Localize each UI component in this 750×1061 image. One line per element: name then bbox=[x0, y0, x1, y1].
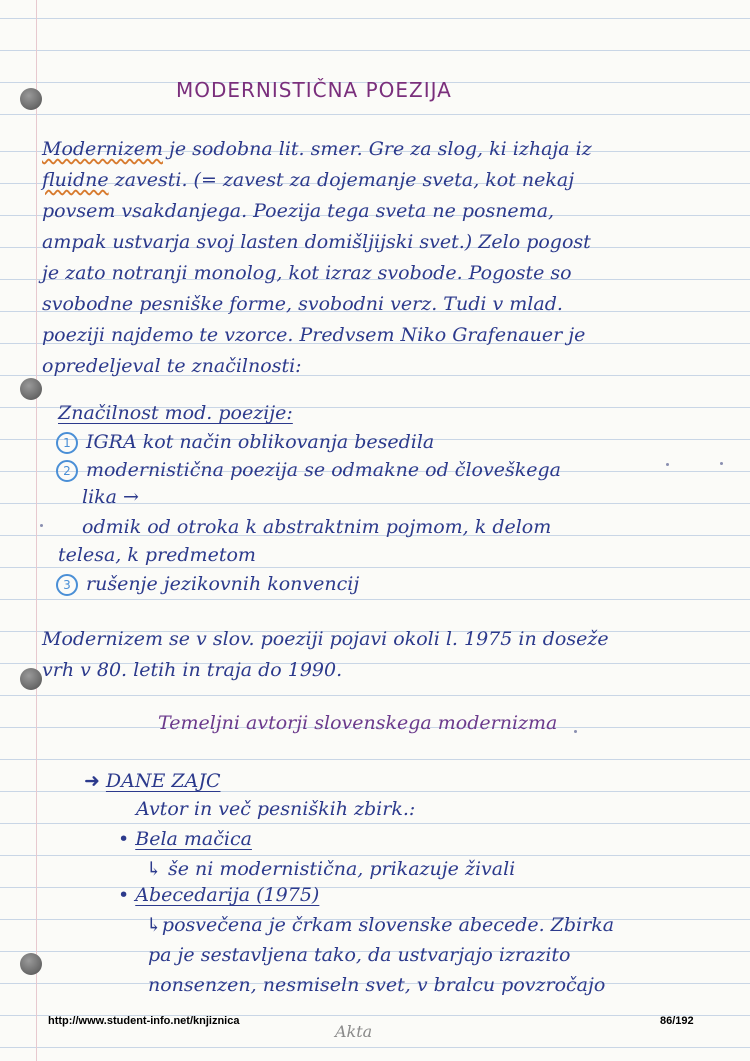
text-line: lika → bbox=[82, 486, 139, 508]
work-note-text: posvečena je črkam slovenske abecede. Zbirka bbox=[161, 914, 615, 936]
text-line: Modernizem je sodobna lit. smer. Gre za slog, ki izhaja iz bbox=[42, 138, 592, 160]
work-title: Bela mačica bbox=[135, 828, 252, 850]
text-line: ampak ustvarja svoj lasten domišljijski svet.) Zelo pogost bbox=[42, 231, 591, 253]
sub-arrow-icon: ↳ bbox=[146, 858, 162, 880]
work-note-text: še ni modernistična, prikazuje živali bbox=[167, 858, 516, 880]
margin-line bbox=[36, 0, 37, 1061]
text-line: svobodne pesniške forme, svobodni verz. Tudi v mlad. bbox=[42, 293, 563, 315]
list-item bbox=[56, 574, 359, 596]
page-title: MODERNISTIČNA POEZIJA bbox=[176, 78, 452, 102]
section-heading-text: Značilnost mod. poezije: bbox=[58, 402, 293, 424]
page-number: 86/192 bbox=[660, 1015, 694, 1027]
text-line: vrh v 80. letih in traja do 1990. bbox=[42, 659, 343, 681]
list-item bbox=[56, 460, 561, 482]
work-title: Abecedarija (1975) bbox=[135, 884, 320, 906]
work-item: • Abecedarija (1975) bbox=[118, 884, 320, 906]
footer-url[interactable]: http://www.student-info.net/knjiznica bbox=[48, 1015, 240, 1027]
text-line: Avtor in več pesniških zbirk.: bbox=[136, 798, 416, 820]
item-number: 1 bbox=[56, 432, 78, 454]
work-note bbox=[146, 916, 614, 935]
item-text: modernistična poezija se odmakne od človeškega bbox=[86, 459, 561, 481]
text-line: odmik od otroka k abstraktnim pojmom, k delom bbox=[82, 516, 552, 538]
pen-dot bbox=[574, 730, 577, 733]
text-line: Modernizem se v slov. poeziji pojavi okoli l. 1975 in doseže bbox=[42, 628, 609, 650]
work-note bbox=[146, 860, 515, 879]
arrow-icon: ➜ bbox=[84, 770, 100, 792]
author-line bbox=[84, 772, 221, 791]
pen-dot bbox=[40, 524, 43, 527]
underlined-word: fluidne bbox=[42, 169, 109, 191]
binder-hole bbox=[20, 668, 42, 690]
text-line: opredeljeval te značilnosti: bbox=[42, 355, 302, 377]
text-line: fluidne zavesti. (= zavest za dojemanje sveta, kot nekaj bbox=[42, 169, 575, 191]
author-name: DANE ZAJC bbox=[105, 770, 221, 792]
work-item: • Bela mačica bbox=[118, 828, 252, 850]
text-line: pa je sestavljena tako, da ustvarjajo izrazito bbox=[148, 944, 571, 966]
binder-hole bbox=[20, 953, 42, 975]
signature-logo: Akta bbox=[335, 1022, 373, 1041]
text-line: poeziji najdemo te vzorce. Predvsem Niko Grafenauer je bbox=[42, 324, 586, 346]
sub-arrow-icon: ↳ bbox=[146, 914, 162, 936]
text-line: nonsenzen, nesmiseln svet, v bralcu povzročajo bbox=[148, 974, 606, 996]
item-text: rušenje jezikovnih konvencij bbox=[86, 573, 360, 595]
binder-hole bbox=[20, 88, 42, 110]
authors-heading: Temeljni avtorji slovenskega modernizma bbox=[158, 712, 558, 734]
binder-hole bbox=[20, 378, 42, 400]
pen-dot bbox=[720, 462, 723, 465]
text-line: povsem vsakdanjega. Poezija tega sveta ne posnema, bbox=[42, 200, 555, 222]
item-text: IGRA kot način oblikovanja besedila bbox=[86, 431, 435, 453]
item-number: 2 bbox=[56, 460, 78, 482]
pen-dot bbox=[666, 463, 669, 466]
text-line: telesa, k predmetom bbox=[58, 544, 256, 566]
list-item bbox=[56, 432, 434, 454]
section-heading bbox=[58, 404, 293, 423]
underlined-word: Modernizem bbox=[42, 138, 163, 160]
item-number: 3 bbox=[56, 574, 78, 596]
text-line: je zato notranji monolog, kot izraz svobode. Pogoste so bbox=[42, 262, 572, 284]
